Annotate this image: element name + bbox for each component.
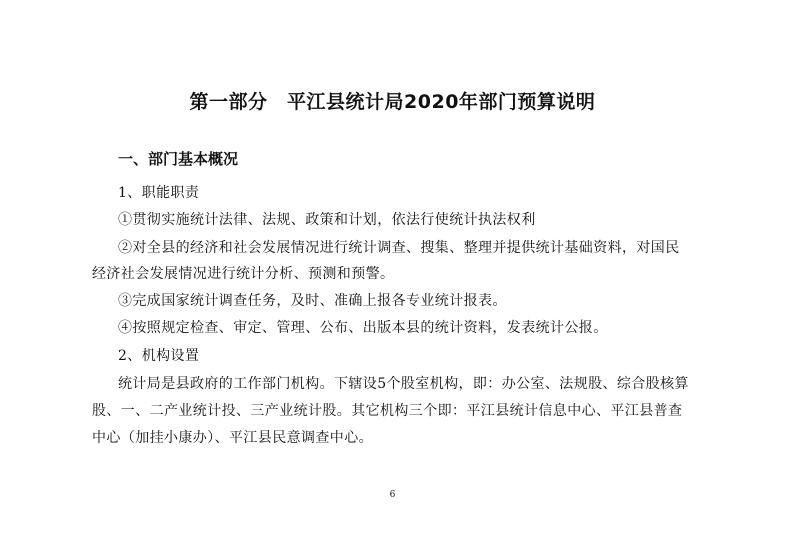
section-heading: 一、部门基本概况 xyxy=(118,150,239,168)
paragraph-line: ③完成国家统计调查任务，及时、准确上报各专业统计报表。 xyxy=(118,293,507,309)
paragraph-line: 中心（加挂小康办）、平江县民意调查中心。 xyxy=(92,430,373,446)
subheading-structure: 2、机构设置 xyxy=(118,348,200,364)
subheading-functions: 1、职能职责 xyxy=(118,185,200,201)
page-number: 6 xyxy=(389,490,396,500)
paragraph-line: ①贯彻实施统计法律、法规、政策和计划，依法行使统计执法权利 xyxy=(118,212,536,228)
paragraph-line: ④按照规定检查、审定、管理、公布、出版本县的统计资料，发表统计公报。 xyxy=(118,320,608,336)
paragraph-line: ②对全县的经济和社会发展情况进行统计调查、搜集、整理并提供统计基础资料，对国民 xyxy=(118,240,680,256)
paragraph-line: 统计局是县政府的工作部门机构。下辖设5个股室机构，即：办公室、法规股、综合股核算 xyxy=(118,376,689,392)
paragraph-line: 股、一、二产业统计投、三产业统计股。其它机构三个即：平江县统计信息中心、平江县普查 xyxy=(92,403,683,419)
page-title: 第一部分 平江县统计局2020年部门预算说明 xyxy=(189,91,596,113)
paragraph-line: 经济社会发展情况进行统计分析、预测和预警。 xyxy=(92,266,395,282)
